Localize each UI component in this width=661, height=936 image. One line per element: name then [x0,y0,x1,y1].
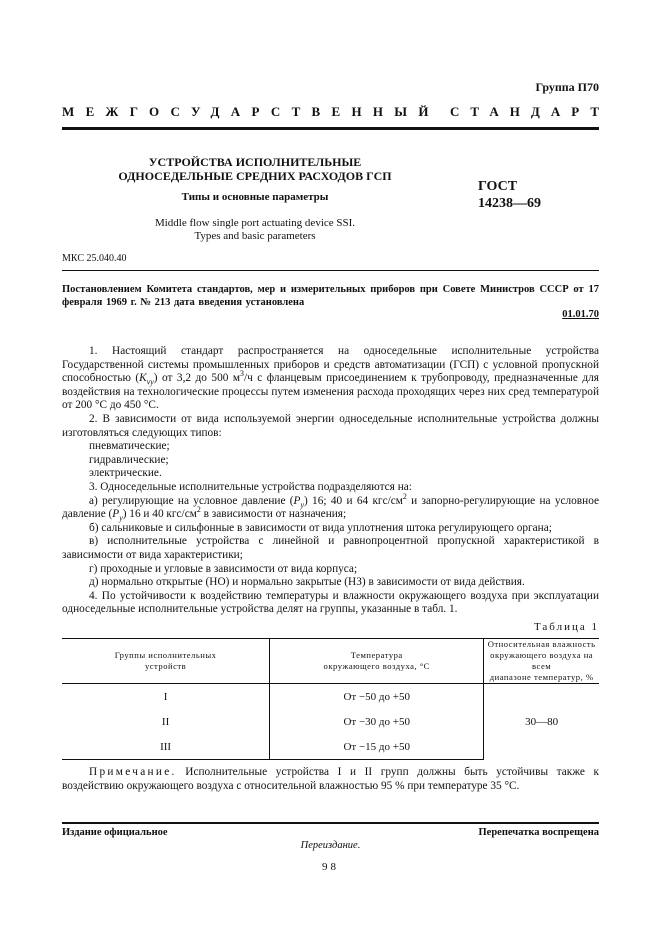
note-text: Исполнительные устройства I и II групп должны быть устойчивы также к воздействию окружающего воздуха с относительной влажностью 95 % при температуре 35 °С. [62,766,599,792]
title-line-2: ОДНОСЕДЕЛЬНЫЕ СРЕДНИХ РАСХОДОВ ГСП [118,169,392,183]
cell-temperature: От −30 до +50 [270,709,484,734]
footer-rule [62,822,599,824]
effective-date: 01.01.70 [562,309,599,320]
gost-label: ГОСТ [478,179,518,194]
paragraph-3e: д) нормально открытые (НО) и нормально закрытые (НЗ) в зависимости от вида действия. [89,576,525,589]
gost-designation [478,178,541,212]
note-label: Примечание. [89,766,177,778]
document-title [100,155,410,183]
cell-group: I [163,690,168,703]
paragraph-3c: в) исполнительные устройства с линейной и равнопроцентной пропускной характеристикой в зависимости от вида характеристики; [62,535,599,561]
mks-code: МКС 25.040.40 [62,253,127,264]
paragraph-4: 4. По устойчивости к воздействию температуры и влажности окружающего воздуха при эксплуатации односедельные исполнительные устройства делят на группы, указанные в табл. 1. [62,589,599,616]
gost-number: 14238—69 [478,196,541,211]
title-line-1: УСТРОЙСТВА ИСПОЛНИТЕЛЬНЫЕ [148,155,362,169]
reissue-label: Переиздание. [300,840,361,851]
header-humidity: Относительная влажность окружающего воздуха на всем диапазоне температур, % [484,639,599,684]
reprint-prohibited: Перепечатка воспрещена [478,827,599,838]
cell-group: III [62,734,270,760]
page-number: 98 [322,861,339,873]
p1-sup: 3 [240,369,244,379]
table-1 [62,638,599,760]
k-symbol: $K_{vy}$ [139,372,154,387]
cell-group: II [161,715,170,728]
decree-text: Постановлением Комитета стандартов, мер и измерительных приборов при Совете Министров СССР от 17 февраля 1969 г. № 213 дата введения установлена [62,284,599,308]
table-note [62,765,599,793]
type-item: гидравлические; [89,453,169,466]
cell-temperature: От −50 до +50 [270,684,484,710]
p1-text-b: ) от 3,2 до 500 м [153,372,241,385]
header-temperature: Температура окружающего воздуха, °С [270,639,484,684]
group-code: Группа П70 [535,80,599,94]
p1-text-a: 1. Настоящий стандарт распространяется на односедельные исполнительные устройства Государственной системы промышленных приборов и средств автоматизации (ГСП) с условной пропускной способностью ( [62,345,599,385]
english-title-line-2: Types and basic parameters [194,230,316,242]
paragraph-1 [62,345,599,413]
header-rule [62,127,599,130]
table-caption: Таблица 1 [533,621,599,633]
paragraph-3: 3. Односедельные исполнительные устройства подразделяются на: [89,480,412,493]
type-item: пневматические; [89,440,170,453]
cell-humidity: 30—80 [525,715,559,728]
standard-heading: СТАНДАРТ [449,104,610,119]
paragraph-3d: г) проходные и угловые в зависимости от вида корпуса; [89,562,358,575]
english-title-line-1: Middle flow single port actuating device SSI. [154,217,356,229]
mks-rule [62,270,599,271]
table-row [62,684,599,710]
paragraph-3a: а) регулирующие на условное давление $(P_y)$ 16; 40 и 64 кгс/$см^2$ и запорно-регулирующие на условное давление $(P_y)$ 16 и 40 кгс/$см^2$ в зависимости от назначения; [62,491,599,523]
table-header-row [62,639,599,684]
document-body [62,345,599,617]
p1-text-c: /ч с фланцевым присоединением к трубопроводу, предназначенные для воздействия на технологические процессы путем изменения расхода проходящих через них сред температурой от 200 °С до 450 °С. [62,372,599,412]
english-title [100,217,410,243]
official-edition: Издание официальное [62,827,168,838]
document-subtitle: Типы и основные параметры [181,191,329,203]
interstate-heading: МЕЖГОСУДАРСТВЕННЫЙ [62,104,440,119]
header-groups: Группы исполнительных устройств [62,639,270,684]
cell-temperature: От −15 до +50 [270,734,484,760]
type-item: электрические. [89,467,162,480]
paragraph-2: 2. В зависимости от вида используемой энергии односедельные исполнительные устройства должны изготовляться следующих типов: [62,412,599,439]
paragraph-3b: б) сальниковые и сильфонные в зависимости от вида уплотнения штока регулирующего органа; [89,521,552,534]
